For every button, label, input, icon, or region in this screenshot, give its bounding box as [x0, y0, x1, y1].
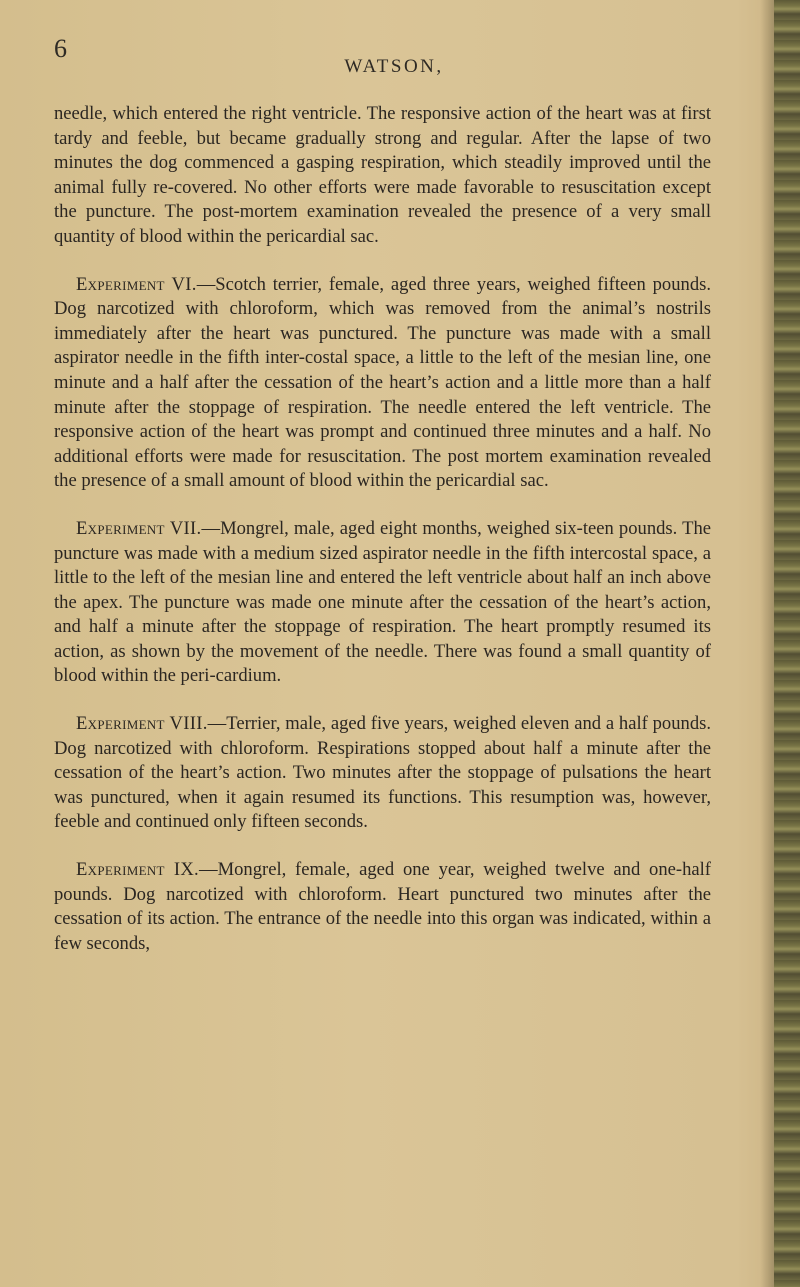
running-head: WATSON, [344, 56, 444, 77]
experiment-heading: Experiment VI. [76, 273, 197, 295]
paragraph-experiment-vi [54, 273, 711, 494]
experiment-heading: Experiment IX. [76, 859, 199, 881]
experiment-heading: Experiment VIII. [76, 713, 208, 735]
page-binding-edge [774, 0, 800, 1287]
body-text [54, 102, 711, 979]
page-header [54, 34, 734, 86]
paragraph-continuation [54, 102, 711, 250]
paragraph-experiment-vii [54, 517, 711, 689]
paragraph-experiment-viii [54, 712, 711, 835]
paragraph-text: needle, which entered the right ventricle. The responsive action of the heart was at first tardy and feeble, but became gradually strong and regular. After the lapse of two minutes the dog commenced a gasping respiration, which steadily improved until the animal fully re-covered. No other efforts were made favorable to resuscitation except the puncture. The post-mortem examination revealed the presence of a very small quantity of blood within the pericardial sac. [54, 103, 711, 247]
paragraph-text: —Mongrel, female, aged one year, weighed twelve and one-half pounds. Dog narcotized with chloroform. Heart punctured two minutes after the cessation of its action. The entrance of the needle into this organ was indicated, within a few seconds, [54, 859, 711, 954]
paragraph-text: —Mongrel, male, aged eight months, weighed six-teen pounds. The puncture was made with a medium sized aspirator needle in the fifth intercostal space, a little to the left of the mesian line and entered the left ventricle about half an inch above the apex. The puncture was made one minute after the cessation of the heart’s action, and half a minute after the stoppage of respiration. The heart promptly resumed its action, as shown by the movement of the needle. There was found a small quantity of blood within the peri-cardium. [54, 517, 711, 687]
paragraph-text: —Terrier, male, aged five years, weighed eleven and a half pounds. Dog narcotized with chloroform. Respirations stopped about half a minute after the cessation of the heart’s action. Two minutes after the stoppage of pulsations the heart was punctured, when it again resumed its functions. This resumption was, however, feeble and continued only fifteen seconds. [54, 713, 712, 833]
page-number: 6 [54, 34, 67, 63]
paragraph-experiment-ix [54, 858, 711, 956]
experiment-heading: Experiment VII. [76, 517, 202, 539]
paragraph-text: —Scotch terrier, female, aged three years, weighed fifteen pounds. Dog narcotized with chloroform, which was removed from the animal’s nostrils immediately after the heart was punctured. The puncture was made with a small aspirator needle in the fifth inter-costal space, a little to the left of the mesian line, one minute and a half after the cessation of the heart’s action and a little more than a half minute after the stoppage of respiration. The needle entered the left ventricle. The responsive action of the heart was prompt and continued three minutes and a half. No additional efforts were made for resuscitation. The post mortem examination revealed the presence of a small amount of blood within the pericardial sac. [54, 273, 711, 492]
